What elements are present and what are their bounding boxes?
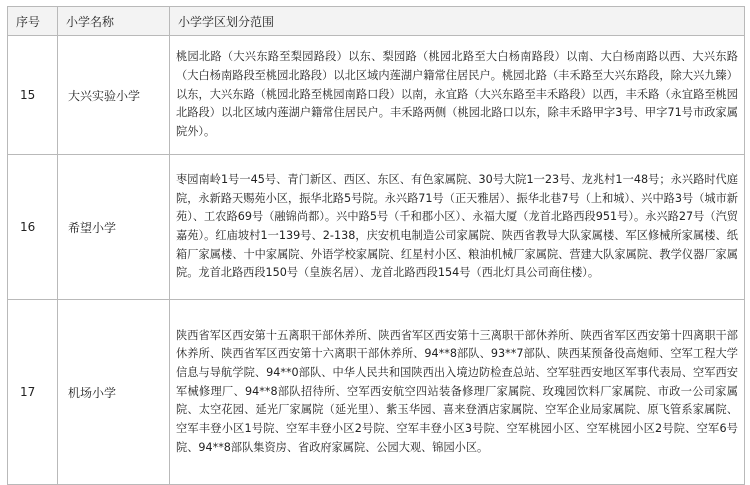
row-school-name: 大兴实验小学 (58, 36, 170, 155)
header-district-range: 小学学区划分范围 (170, 7, 745, 36)
row-district-range: 陕西省军区西安第十五离职干部休养所、陕西省军区西安第十三离职干部休养所、陕西省军区西安第十四离职干部休养所、陕西省军区西安第十六离职干部休养所、94**8部队、93**7部队、陕西某预备役高炮师、空军工程大学信息与导航学院、94**0部队、中华人民共和国陕西出入境边防检查总站、空军驻西安地区军事代表局、空军西安军械修理厂、94**8部队招待所、空军西安航空四站装备修理厂家属院、玫瑰园饮料厂家属院、市政一公司家属院、太空花园、延光厂家属院（延光里）、紫玉华园、喜来登酒店家属院、空军企业局家属院、原飞管系家属院、空军丰登小区1号院、空军丰登小区2号院、空军丰登小区3号院、空军桃园小区、空军桃园小区2号院、空军6号院、94**8部队集资房、省政府家属院、公园大观、锦园小区。 (170, 300, 745, 485)
header-num: 序号 (8, 7, 58, 36)
school-district-table (7, 6, 745, 485)
row-district-range: 桃园北路（大兴东路至梨园路段）以东、梨园路（桃园北路至大白杨南路段）以南、大白杨南路以西、大兴东路（大白杨南路段至桃园北路段）以北区域内莲湖户籍常住居民户。桃园北路（丰禾路至大兴东路段，除大兴九臻）以东，大兴东路（桃园北路至桃园南路口段）以南，永宜路（大兴东路至丰禾路段）以西，丰禾路（永宜路至桃园北路段）以北区域内莲湖户籍常住居民户。丰禾路两侧（桃园北路口以东，除丰禾路甲字3号、甲字71号市政家属院外）。 (170, 36, 745, 155)
table-body (8, 36, 745, 485)
table-header (8, 7, 745, 36)
row-num: 16 (8, 155, 58, 300)
table-row (8, 300, 745, 485)
header-school-name: 小学名称 (58, 7, 170, 36)
row-district-range: 枣园南岭1号一45号、青门新区、西区、东区、有色家属院、30号大院1一23号、龙兆村1一48号；永兴路时代庭院，永新路天赐苑小区，振华北路5号院。永兴路71号（正天雅居）、振华北巷7号（上和城）、兴中路3号（城市新苑）、工农路69号（融锦尚都）。兴中路5号（千和郡小区）、永福大厦（龙首北路西段951号）。永兴路27号（汽贸嘉苑）。红庙坡村1一139号、2-138，庆安机电制造公司家属院、陕西省教导大队家属楼、军区修械所家属楼、纸箱厂家属楼、十中家属院、外语学校家属院、红星村小区、粮油机械厂家属院、营建大队家属院、教学仪器厂家属院。龙首北路西段150号（皇族名居）、龙首北路西段154号（西北灯具公司商住楼）。 (170, 155, 745, 300)
header-row (8, 7, 745, 36)
table-row (8, 36, 745, 155)
row-school-name: 希望小学 (58, 155, 170, 300)
table-row (8, 155, 745, 300)
row-num: 17 (8, 300, 58, 485)
row-num: 15 (8, 36, 58, 155)
row-school-name: 机场小学 (58, 300, 170, 485)
